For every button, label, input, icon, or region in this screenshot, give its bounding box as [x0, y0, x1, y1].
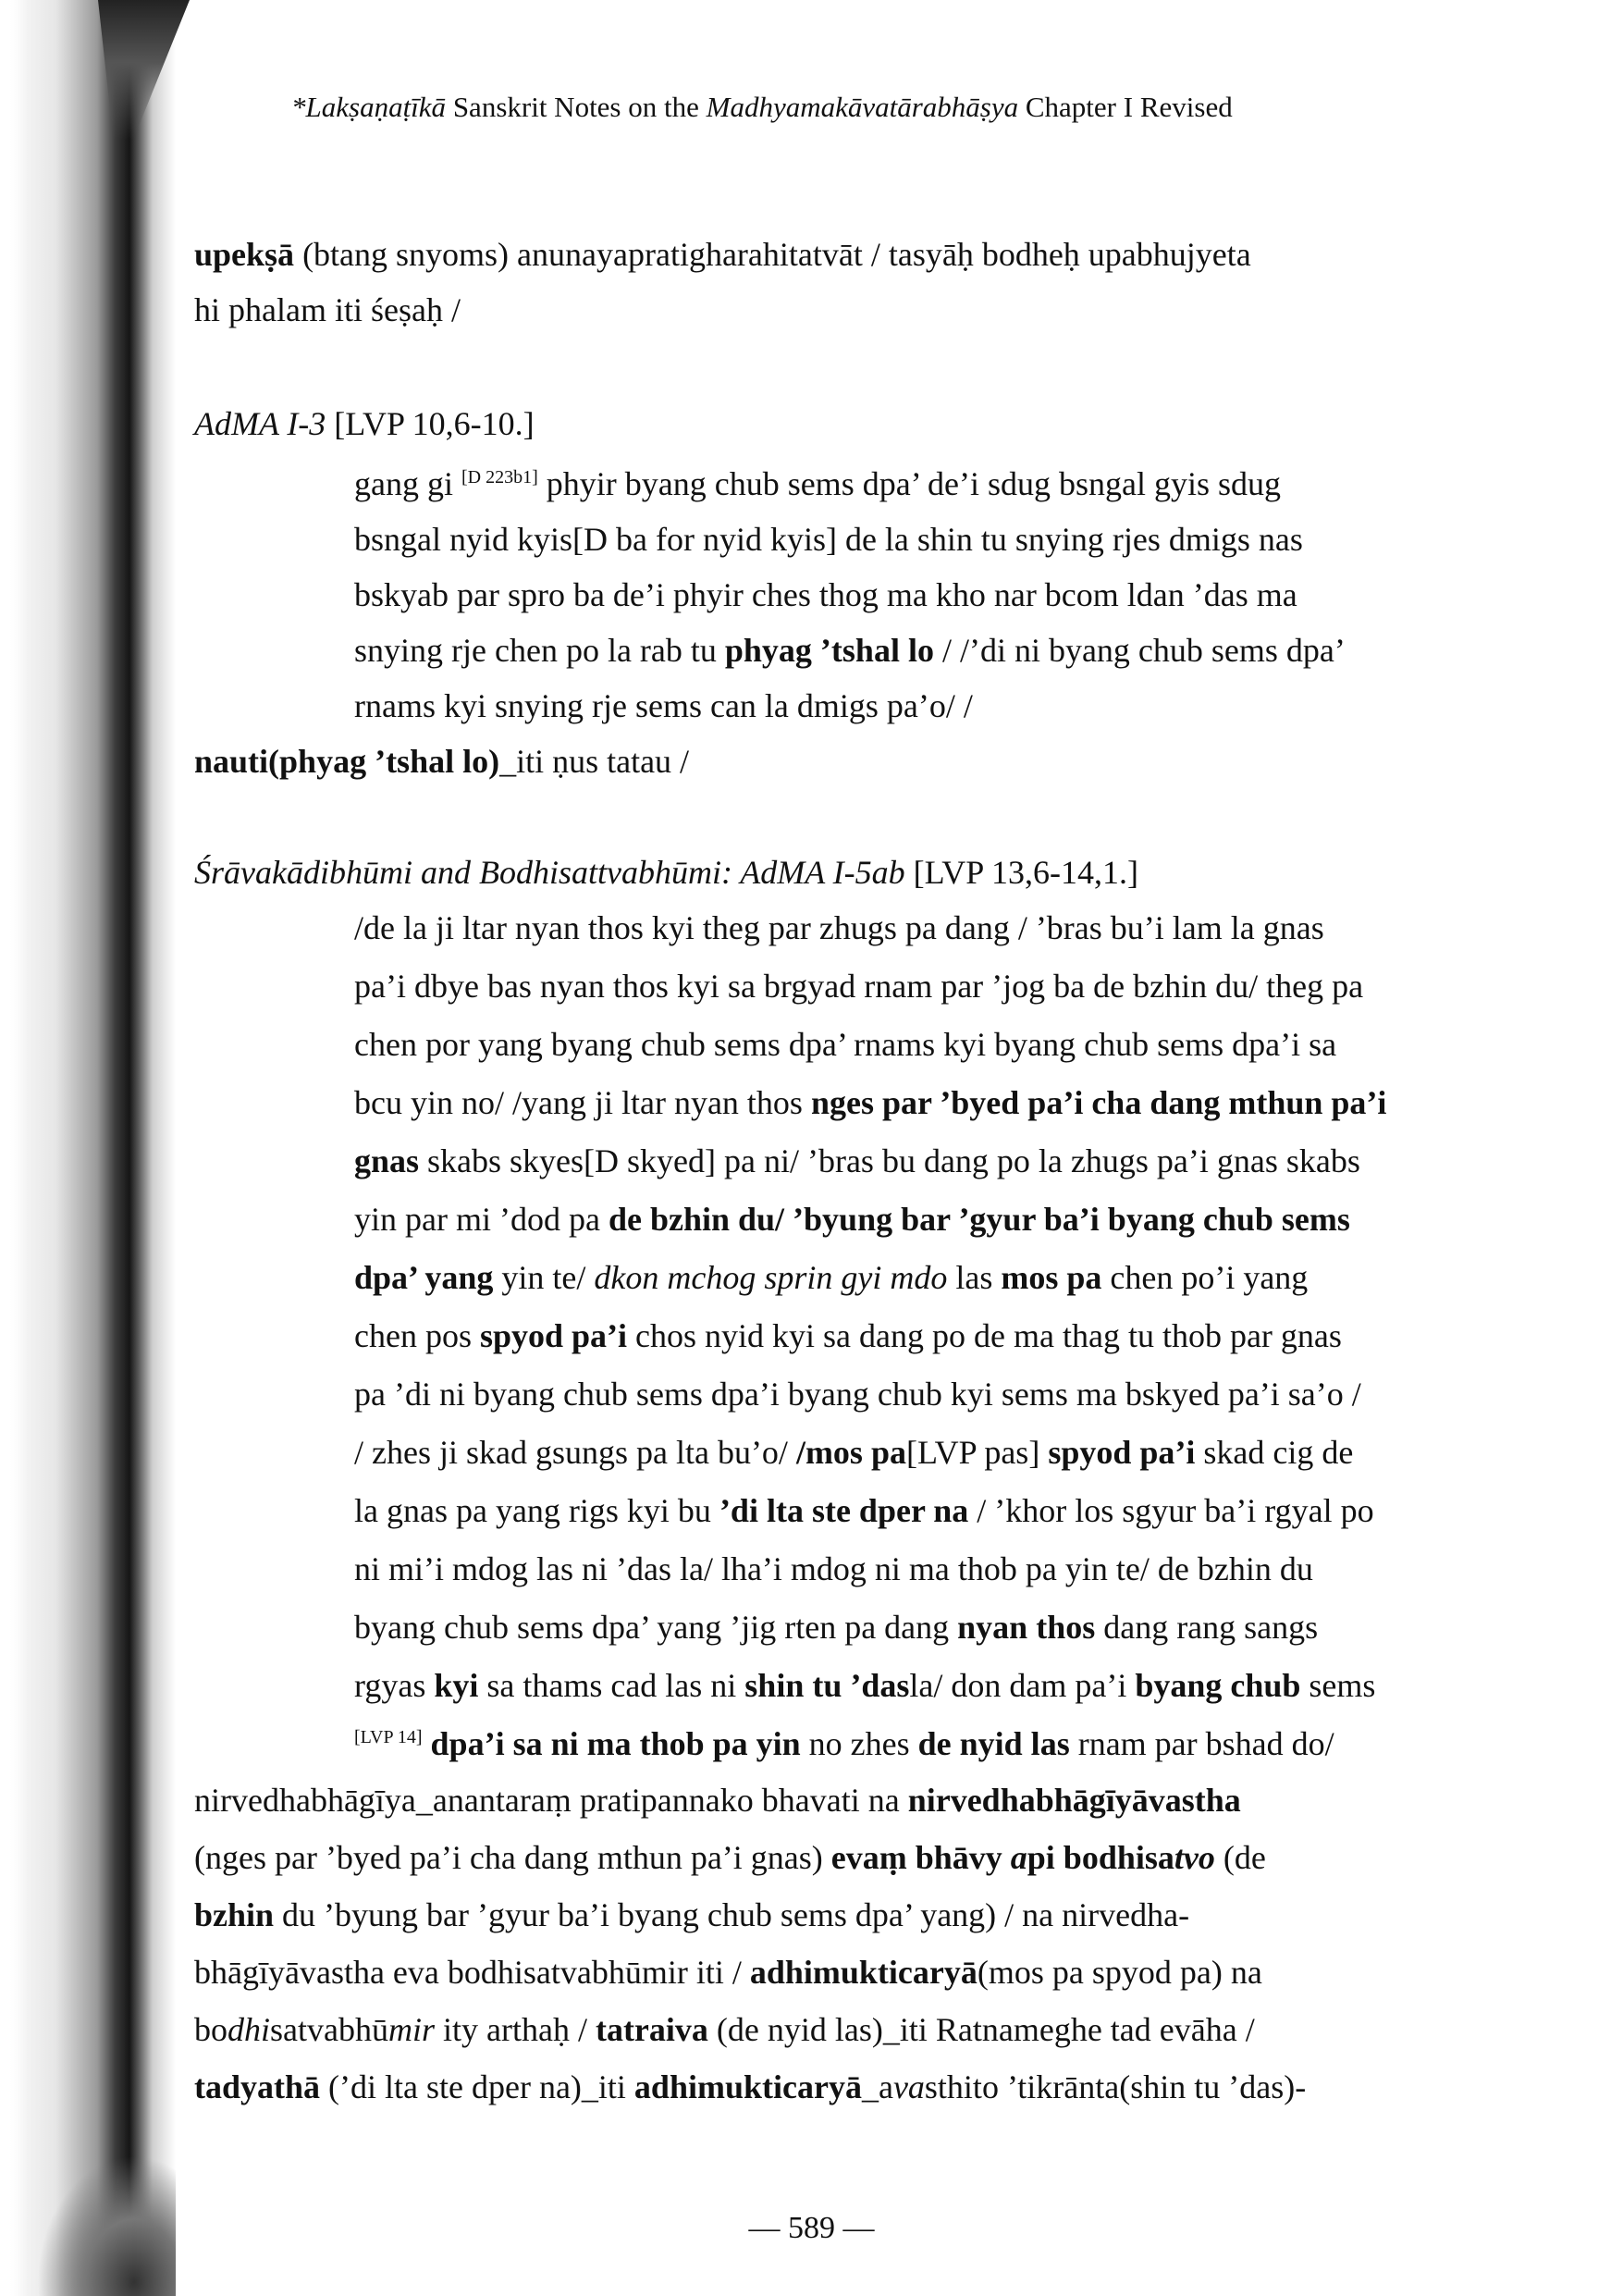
- quote2-line15-bold2: de nyid las: [917, 1725, 1070, 1762]
- quote1-line3-text: bskyab par spro ba de’i phyir ches thog ma kho nar bcom ldan ’das ma: [354, 576, 1297, 613]
- quote2-line10-post: skad cig de: [1203, 1434, 1354, 1471]
- quote2-line8-pre: chen pos: [354, 1317, 472, 1354]
- quote2-line14-bold3: byang chub: [1135, 1667, 1301, 1704]
- para3-line6-mid: (’di lta ste dper na)_iti: [328, 2068, 626, 2105]
- para3-line5-italic2: mir: [387, 2011, 435, 2048]
- quote2-line5: [354, 1144, 1360, 1178]
- quote1-line1-pre: gang gi: [354, 465, 453, 502]
- para3-line3-rest: du ’byung bar ’gyur ba’i byang chub sems dpa’ yang) / na nirvedha-: [282, 1896, 1190, 1933]
- quote2-line14-mid: sa thams cad las ni: [486, 1667, 737, 1704]
- folio-marker-lvp14: [LVP 14]: [354, 1727, 423, 1747]
- nauti-line-rest: _iti ṇus tatau /: [499, 743, 690, 780]
- para1-line1-text: (btang snyoms) anunayapratigharahitatvāt / tasyāḥ bodheḥ upabhujyeta: [302, 236, 1251, 273]
- term-nauti: nauti: [194, 743, 269, 780]
- quote2-line15-mid: no zhes: [808, 1725, 910, 1762]
- term-upeksa: upekṣā: [194, 236, 295, 273]
- para3-line4-bold: adhimukticaryā: [749, 1954, 977, 1991]
- para3-line6-bold1: tadyathā: [194, 2068, 321, 2105]
- para3-line5-mid: satvabhū: [270, 2011, 388, 2048]
- quote2-line7-bold1: dpa’ yang: [354, 1259, 494, 1296]
- quote2-line13-bold: nyan thos: [957, 1609, 1096, 1646]
- quote2-line14: [354, 1669, 1375, 1702]
- quote2-line2: [354, 969, 1363, 1003]
- nauti-line: [194, 745, 689, 778]
- quote2-line15: [354, 1727, 1334, 1760]
- quote2-line11-bold: ’di lta ste dper na: [719, 1492, 969, 1529]
- quote2-line5-rest: skabs skyes[D skyed] pa ni/ ’bras bu dang po la zhugs pa’i gnas skabs: [427, 1142, 1360, 1179]
- header-work-title: Madhyamakāvatārabhāṣya: [706, 91, 1019, 123]
- quote2-line3: [354, 1028, 1336, 1061]
- para3-line5: [194, 2013, 1255, 2046]
- quote2-line4-bold: nges par ’byed pa’i cha dang mthun pa’i: [810, 1084, 1387, 1121]
- para3-line2-post: (de: [1223, 1839, 1266, 1876]
- term-nauti-gloss: (phyag ’tshal lo): [268, 743, 500, 780]
- section2-label-ref: Śrāvakādibhūmi and Bodhisattvabhūmi: AdMA I-5ab: [194, 854, 905, 891]
- para1-line2-text: hi phalam iti śeṣaḥ /: [194, 291, 461, 328]
- quote2-line7-mid: yin te/: [501, 1259, 586, 1296]
- quote2-line7-bold2: mos pa: [1001, 1259, 1102, 1296]
- para3-line6-mid2: _a: [861, 2068, 893, 2105]
- quote2-line12-text: ni mi’i mdog las ni ’das la/ lha’i mdog ni ma thob pa yin te/ de bzhin du: [354, 1550, 1313, 1587]
- quote2-line6-post: sems: [1281, 1201, 1350, 1238]
- quote2-line10-bold2: spyod pa’i: [1048, 1434, 1196, 1471]
- quote2-line5-bold: gnas: [354, 1142, 420, 1179]
- quote2-line14-pre: rgyas: [354, 1667, 426, 1704]
- quote2-line6-pre: yin par mi ’dod pa: [354, 1201, 600, 1238]
- para3-line1: [194, 1784, 1241, 1817]
- quote1-line4-pre: snying rje chen po la rab tu: [354, 632, 717, 669]
- book-binding-shadow: [0, 0, 176, 2296]
- para3-line2-bold2: pi bodhisa: [1027, 1839, 1174, 1876]
- quote2-line3-text: chen por yang byang chub sems dpa’ rnams kyi byang chub sems dpa’i sa: [354, 1026, 1337, 1063]
- quote2-line6: [354, 1203, 1350, 1236]
- quote2-line13-post: dang rang sangs: [1103, 1609, 1319, 1646]
- running-header: [291, 91, 1233, 124]
- para3-line5-mid2: ity arthaḥ /: [443, 2011, 587, 2048]
- quote2-line9-text: pa ’di ni byang chub sems dpa’i byang chub kyi sems ma bskyed pa’i sa’o /: [354, 1376, 1361, 1413]
- quote2-line8-post: chos nyid kyi sa dang po de ma thag tu thob par gnas: [635, 1317, 1342, 1354]
- para3-line3: [194, 1898, 1189, 1932]
- para3-line5-pre: bo: [194, 2011, 227, 2048]
- quote2-line8: [354, 1319, 1342, 1352]
- section2-label: [194, 856, 1138, 889]
- quote2-line11: [354, 1494, 1374, 1527]
- quote2-line7-post: chen po’i yang: [1110, 1259, 1309, 1296]
- quote1-line2: [354, 523, 1303, 556]
- section1-label-ref: AdMA I-3: [194, 405, 326, 442]
- para3-line4: [194, 1956, 1262, 1989]
- sutra-title: dkon mchog sprin gyi mdo: [594, 1259, 948, 1296]
- para3-line5-bold: tatraiva: [595, 2011, 708, 2048]
- quote2-line10-pre: / zhes ji skad gsungs pa lta bu’o/: [354, 1434, 788, 1471]
- para3-line2-pre: (nges par ’byed pa’i cha dang mthun pa’i gnas): [194, 1839, 823, 1876]
- quote2-line8-bold: spyod pa’i: [479, 1317, 628, 1354]
- quote2-line2-text: pa’i dbye bas nyan thos kyi sa brgyad rnam par ’jog ba de bzhin du/ theg pa: [354, 968, 1364, 1005]
- para3-line2-italic1: a: [1010, 1839, 1027, 1876]
- quote2-line15-bold1: dpa’i sa ni ma thob pa yin: [430, 1725, 801, 1762]
- quote2-line14-post: sems: [1309, 1667, 1376, 1704]
- para3-line5-post: (de nyid las)_iti Ratnameghe tad evāha /: [716, 2011, 1255, 2048]
- quote2-line1-text: /de la ji ltar nyan thos kyi theg par zhugs pa dang / ’bras bu’i lam la gnas: [354, 909, 1324, 946]
- quote2-line1: [354, 911, 1324, 944]
- para3-line2-bold1: evaṃ bhāvy: [830, 1839, 1002, 1876]
- quote2-line7: [354, 1261, 1308, 1294]
- para3-line6: [194, 2070, 1306, 2104]
- para3-line1-bold: nirvedhabhāgīyāvastha: [907, 1782, 1241, 1819]
- para3-line2-italic2: tvo: [1174, 1839, 1215, 1876]
- quote2-line14-bold2: shin tu ’das: [744, 1667, 910, 1704]
- para1-line1: [194, 238, 1251, 271]
- quote2-line14-mid2: la/ don dam pa’i: [909, 1667, 1127, 1704]
- quote2-line6-bold: de bzhin du/ ’byung bar ’gyur ba’i byang chub: [608, 1201, 1273, 1238]
- quote2-line13: [354, 1611, 1318, 1644]
- quote2-line10-bold1: /mos pa: [795, 1434, 906, 1471]
- para3-line6-bold2: adhimukticaryā: [633, 2068, 862, 2105]
- para3-line6-post: sthito ’tikrānta(shin tu ’das)-: [924, 2068, 1307, 2105]
- quote2-line11-pre: la gnas pa yang rigs kyi bu: [354, 1492, 711, 1529]
- quote2-line15-post: rnam par bshad do/: [1077, 1725, 1334, 1762]
- quote2-line9: [354, 1377, 1361, 1411]
- header-title-mid: Sanskrit Notes on the: [452, 91, 699, 123]
- para3-line4-pre: bhāgīyāvastha eva bodhisatvabhūmir iti /: [194, 1954, 742, 1991]
- section1-label-lvp: [LVP 10,6-10.]: [334, 405, 535, 442]
- quote2-line4: [354, 1086, 1386, 1119]
- quote1-line3: [354, 578, 1297, 611]
- section1-label: [194, 407, 535, 440]
- quote2-line4-pre: bcu yin no/ /yang ji ltar nyan thos: [354, 1084, 803, 1121]
- page-number: — 589 —: [748, 2211, 875, 2245]
- quote1-line4: [354, 634, 1346, 667]
- header-title-italic: *Lakṣaṇaṭīkā: [291, 91, 447, 123]
- quote1-line5-text: rnams kyi snying rje sems can la dmigs pa’o/ /: [354, 687, 973, 724]
- folio-marker-d223b1: [D 223b1]: [461, 467, 538, 488]
- quote1-line1-post: phyir byang chub sems dpa’ de’i sdug bsngal gyis sdug: [546, 465, 1281, 502]
- quote1-line2-text: bsngal nyid kyis[D ba for nyid kyis] de la shin tu snying rjes dmigs nas: [354, 521, 1303, 558]
- para3-line5-italic1: dhi: [227, 2011, 271, 2048]
- quote2-line10: [354, 1436, 1353, 1469]
- quote2-line11-post: / ’khor los sgyur ba’i rgyal po: [977, 1492, 1374, 1529]
- quote1-line4-bold: phyag ’tshal lo: [724, 632, 934, 669]
- para3-line4-post: (mos pa spyod pa) na: [977, 1954, 1262, 1991]
- para1-line2: [194, 293, 461, 327]
- quote2-line13-pre: byang chub sems dpa’ yang ’jig rten pa dang: [354, 1609, 950, 1646]
- quote1-line1: [354, 467, 1281, 500]
- section2-label-lvp: [LVP 13,6-14,1.]: [913, 854, 1138, 891]
- para3-line1-pre: nirvedhabhāgīya_anantaraṃ pratipannako bhavati na: [194, 1782, 900, 1819]
- quote2-line7-mid2: las: [955, 1259, 993, 1296]
- quote1-line5: [354, 689, 973, 722]
- header-chapter: Chapter I Revised: [1025, 91, 1233, 123]
- para3-line2: [194, 1841, 1266, 1874]
- quote2-line10-mid: [LVP pas]: [905, 1434, 1040, 1471]
- quote2-line14-bold1: kyi: [434, 1667, 479, 1704]
- quote1-line4-post: / /’di ni byang chub sems dpa’: [941, 632, 1346, 669]
- para3-line6-italic: va: [892, 2068, 925, 2105]
- para3-line3-bold: bzhin: [194, 1896, 275, 1933]
- quote2-line12: [354, 1552, 1313, 1586]
